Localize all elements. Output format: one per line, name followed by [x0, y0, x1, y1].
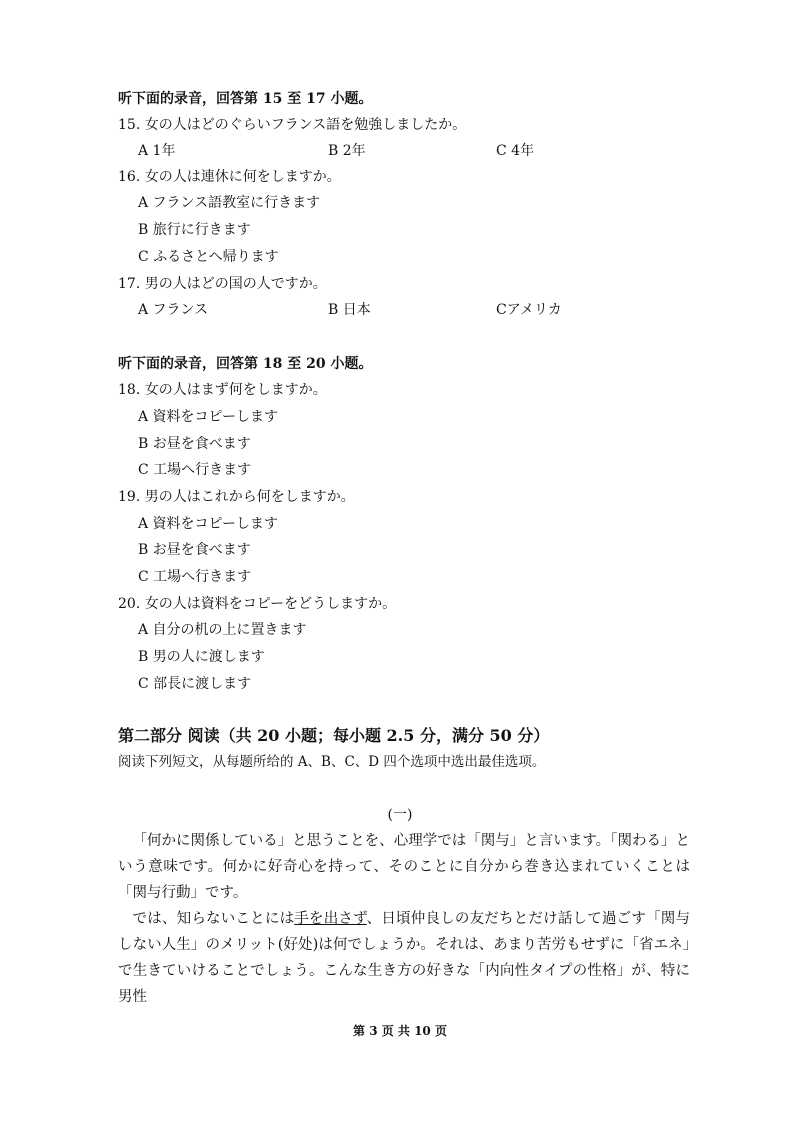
passage-paragraph-2 — [118, 906, 690, 1010]
option-18-a: A 資料をコピーします — [138, 409, 278, 425]
option-16-a: A フランス語教室に行きます — [138, 195, 321, 211]
question-17: 17. 男の人はどの国の人ですか。 — [118, 276, 327, 292]
option-17-c: Cアメリカ — [496, 302, 562, 318]
paragraph-2-text-before: では、知らないことには — [132, 911, 295, 927]
option-18-c: C 工場へ行きます — [138, 462, 252, 478]
option-20-c: C 部長に渡します — [138, 676, 252, 692]
question-20: 20. 女の人は資料をコピーをどうしますか。 — [118, 596, 397, 612]
question-17-options — [138, 301, 698, 319]
option-19-c: C 工場へ行きます — [138, 569, 252, 585]
option-16-c: C ふるさとへ帰ります — [138, 249, 279, 265]
option-15-b: B 2年 — [328, 143, 366, 159]
option-16-b: B 旅行に行きます — [138, 222, 251, 238]
reading-section-title: 第二部分 阅读（共 20 小题；每小题 2.5 分，满分 50 分） — [118, 726, 550, 745]
option-18-b: B お昼を食べます — [138, 436, 251, 452]
passage-paragraph-1: 「何かに関係している」と思うことを、心理学では「関与」と言います。「関わる」という意味です。何かに好奇心を持って、そのことに自分から巻き込まれていくことは「関与行動」です。 — [118, 833, 690, 901]
question-18: 18. 女の人はまず何をしますか。 — [118, 382, 327, 398]
reading-instruction: 阅读下列短文，从每题所给的 A、B、C、D 四个选项中选出最佳选项。 — [118, 754, 546, 770]
question-15-options — [138, 142, 698, 160]
option-20-a: A 自分の机の上に置きます — [138, 622, 307, 638]
question-15: 15. 女の人はどのぐらいフランス語を勉強しましたか。 — [118, 117, 467, 133]
option-15-c: C 4年 — [496, 143, 535, 159]
question-19: 19. 男の人はこれから何をしますか。 — [118, 489, 355, 505]
option-20-b: B 男の人に渡します — [138, 649, 265, 665]
option-19-a: A 資料をコピーします — [138, 516, 278, 532]
passage-number: (一) — [387, 807, 413, 823]
option-17-a: A フランス — [138, 302, 209, 318]
option-17-b: B 日本 — [328, 302, 371, 318]
underlined-phrase: 手を出さず — [294, 911, 367, 927]
question-16: 16. 女の人は連休に何をしますか。 — [118, 169, 341, 185]
listening-intro-18-20: 听下面的录音，回答第 18 至 20 小题。 — [118, 356, 373, 372]
page-footer: 第 3 页 共 10 页 — [353, 1024, 447, 1038]
paragraph-2-text-after: 、日頃仲良しの友だちとだけ話して過ごす「関与しない人生」のメリット(好处)は何でしょうか。それは、あまり苦労もせずに「省エネ」で生きていけることでしょう。こんな生き方の好きな「内向性タイプの性格」が、特に男性 — [118, 911, 690, 1005]
listening-intro-15-17: 听下面的录音，回答第 15 至 17 小题。 — [118, 91, 373, 107]
option-15-a: A 1年 — [138, 143, 176, 159]
option-19-b: B お昼を食べます — [138, 542, 251, 558]
